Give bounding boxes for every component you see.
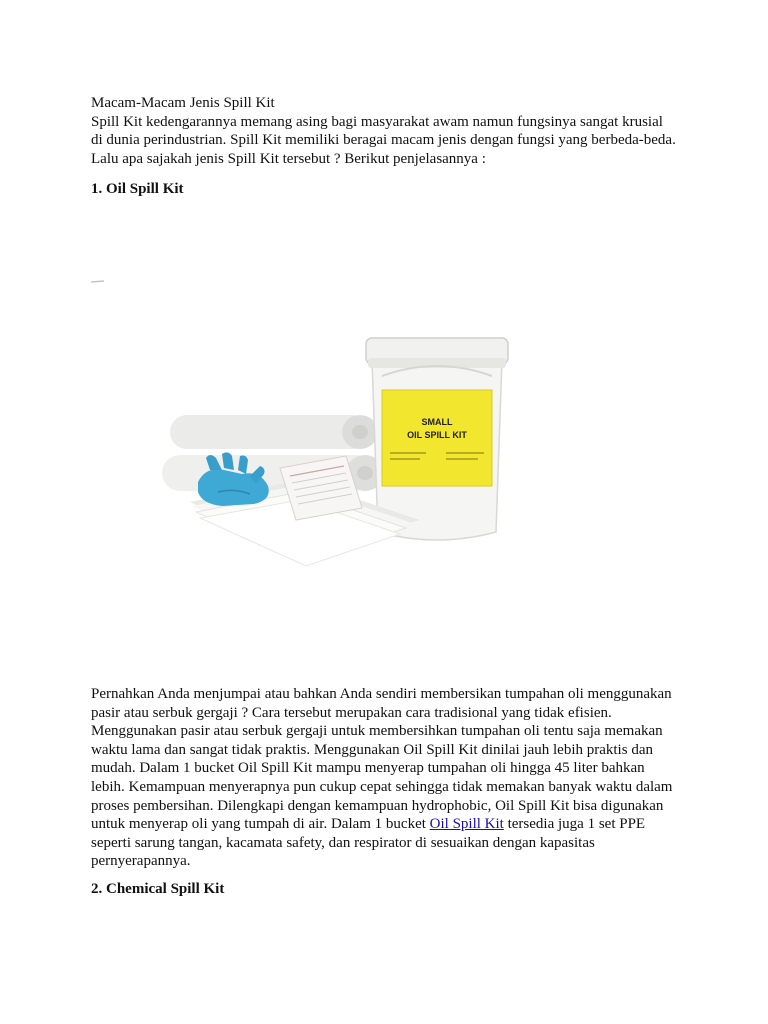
paragraph-line: pasir atau serbuk gergaji ? Cara tersebut merupakan cara tradisional yang tidak efisien. [91, 704, 612, 721]
bucket-label-small: SMALL [421, 417, 453, 427]
absorbent-sock-back [170, 415, 378, 449]
broken-image-icon [91, 280, 105, 283]
paragraph-line: seperti sarung tangan, kacamata safety, dan respirator di sesuaikan dengan kapasitas [91, 834, 595, 851]
paragraph-line-with-link [91, 815, 691, 834]
oil-spill-kit-product-image [150, 320, 550, 590]
intro-line: di dunia perindustrian. Spill Kit memiliki beragai macam jenis dengan fungsi yang berbeda-beda. [91, 132, 676, 149]
link-line-after: tersedia juga 1 set PPE [503, 816, 646, 833]
paragraph-line: Menggunakan pasir atau serbuk gergaji untuk membersihkan tumpahan oli tentu saja memakan [91, 723, 663, 740]
link-line-before: untuk menyerap oli yang tumpah di air. Dalam 1 bucket [91, 816, 430, 833]
intro-line: Lalu apa sajakah jenis Spill Kit tersebut ? Berikut penjelasannya : [91, 150, 486, 167]
intro-paragraph [91, 94, 691, 168]
paragraph-line: waktu lama dan sangat tidak praktis. Menggunakan Oil Spill Kit dinilai jauh lebih praktis dan [91, 741, 653, 758]
section-heading-chemical-spill-kit: 2. Chemical Spill Kit [91, 881, 225, 897]
paragraph-line: lebih. Kemampuan menyerapnya pun cukup cepat sehingga tidak memakan banyak waktu dalam [91, 778, 673, 795]
paragraph-line: Pernahkan Anda menjumpai atau bahkan Anda sendiri membersikan tumpahan oli menggunakan [91, 686, 672, 702]
paragraph-line: mudah. Dalam 1 bucket Oil Spill Kit mampu menyerap tumpahan oli hingga 45 liter bahkan [91, 760, 645, 777]
bucket-label-title: OIL SPILL KIT [407, 430, 467, 440]
section-heading-oil-spill-kit: 1. Oil Spill Kit [91, 181, 184, 197]
oil-spill-kit-paragraph [91, 685, 691, 871]
intro-line: Spill Kit kedengarannya memang asing bagi masyarakat awam namun fungsinya sangat krusial [91, 113, 663, 130]
paragraph-line: pernyerapannya. [91, 853, 191, 870]
paragraph-line: proses pembersihan. Dilengkapi dengan kemampuan hydrophobic, Oil Spill Kit bisa digunakan [91, 797, 664, 814]
oil-spill-kit-link[interactable]: Oil Spill Kit [429, 816, 504, 833]
article-title: Macam-Macam Jenis Spill Kit [91, 95, 275, 111]
